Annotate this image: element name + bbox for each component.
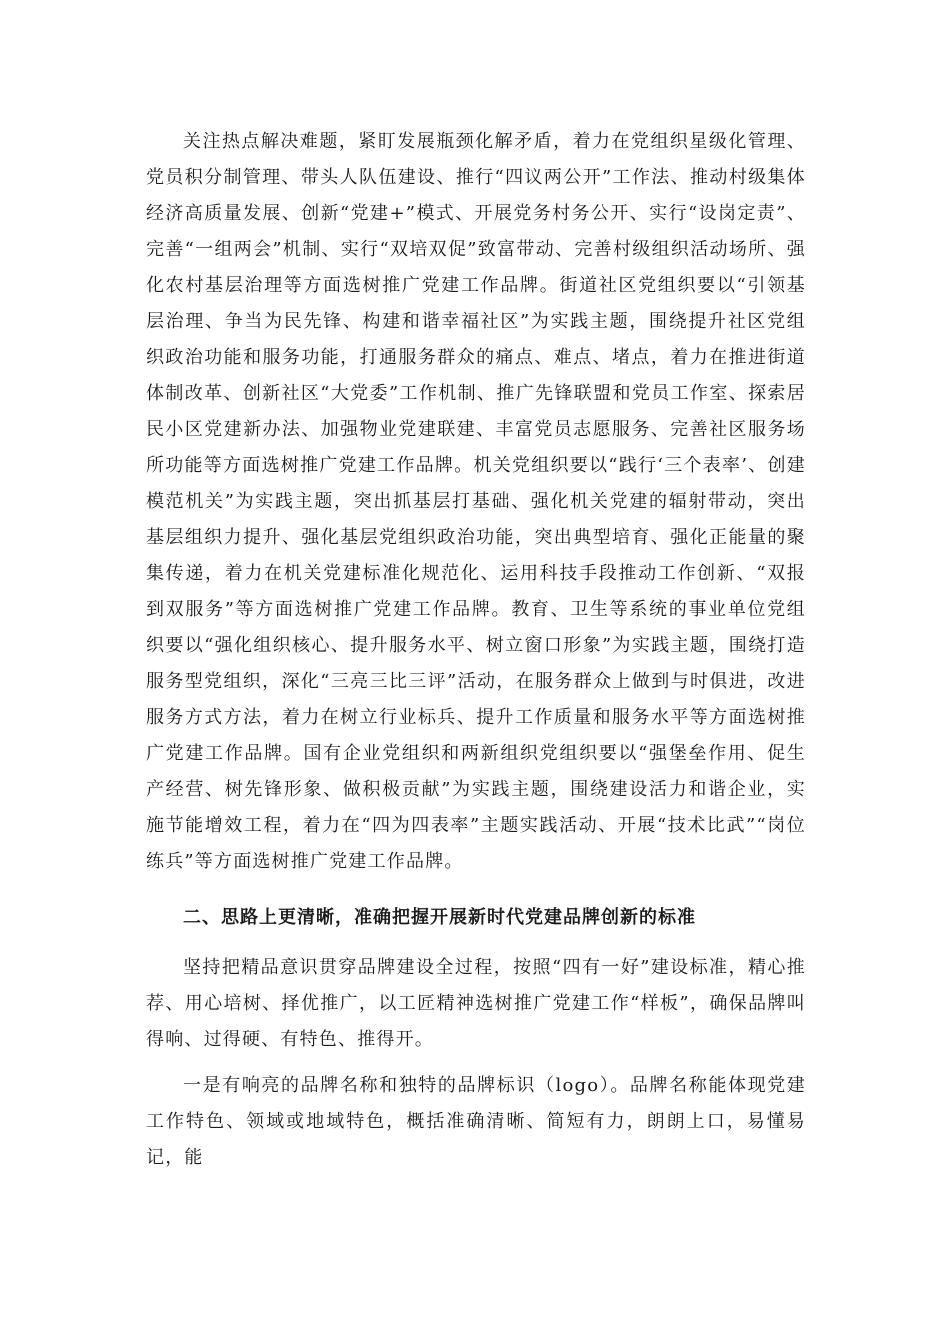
paragraph: 关注热点解决难题，紧盯发展瓶颈化解矛盾，着力在党组织星级化管理、党员积分制管理、带头人队伍建设、推行“四议两公开”工作法、推动村级集体经济高质量发展、创新“党建+”模式、开展党务村务公开、实行“设岗定责”、完善“一组两会”机制、实行“双培双促”致富带动、完善村级组织活动场所、强化农村基层治理等方面选树推广党建工作品牌。街道社区党组织要以“引领基层治理、争当为民先锋、构建和谐幸福社区”为实践主题，围绕提升社区党组织政治功能和服务功能，打通服务群众的痛点、难点、堵点，着力在推进街道体制改革、创新社区“大党委”工作机制、推广先锋联盟和党员工作室、探索居民小区党建新办法、加强物业党建联建、丰富党员志愿服务、完善社区服务场所功能等方面选树推广党建工作品牌。机关党组织要以“践行‘三个表率’、创建模范机关”为实践主题，突出抓基层打基础、强化机关党建的辐射带动，突出基层组织力提升、强化基层党组织政治功能，突出典型培育、强化正能量的聚集传递，着力在机关党建标准化规范化、运用科技手段推动工作创新、“双报到双服务”等方面选树推广党建工作品牌。教育、卫生等系统的事业单位党组织要以“强化组织核心、提升服务水平、树立窗口形象”为实践主题，围绕打造服务型党组织，深化“三亮三比三评”活动，在服务群众上做到与时俱进，改进服务方式方法，着力在树立行业标兵、提升工作质量和服务水平等方面选树推广党建工作品牌。国有企业党组织和两新组织党组织要以“强堡垒作用、促生产经营、树先锋形象、做积极贡献”为实践主题，围绕建设活力和谐企业，实施节能增效工程，着力在“四为四表率”主题实践活动、开展“技术比武”“岗位练兵”等方面选树推广党建工作品牌。	[146, 131, 806, 872]
spacer	[146, 880, 806, 890]
section-heading: 二、思路上更清晰，准确把握开展新时代党建品牌创新的标准	[183, 907, 696, 928]
spacer	[146, 1058, 806, 1068]
paragraph: 一是有响亮的品牌名称和独特的品牌标识（logo）。品牌名称能体现党建工作特色、领域或地域特色，概括准确清晰、简短有力，朗朗上口，易懂易记，能	[146, 1075, 806, 1168]
paragraph: 坚持把精品意识贯穿品牌建设全过程，按照“四有一好”建设标准，精心推荐、用心培树、择优推广，以工匠精神选树推广党建工作“样板”，确保品牌叫得响、过得硬、有特色、推得开。	[146, 957, 806, 1050]
document-body	[146, 124, 806, 1176]
